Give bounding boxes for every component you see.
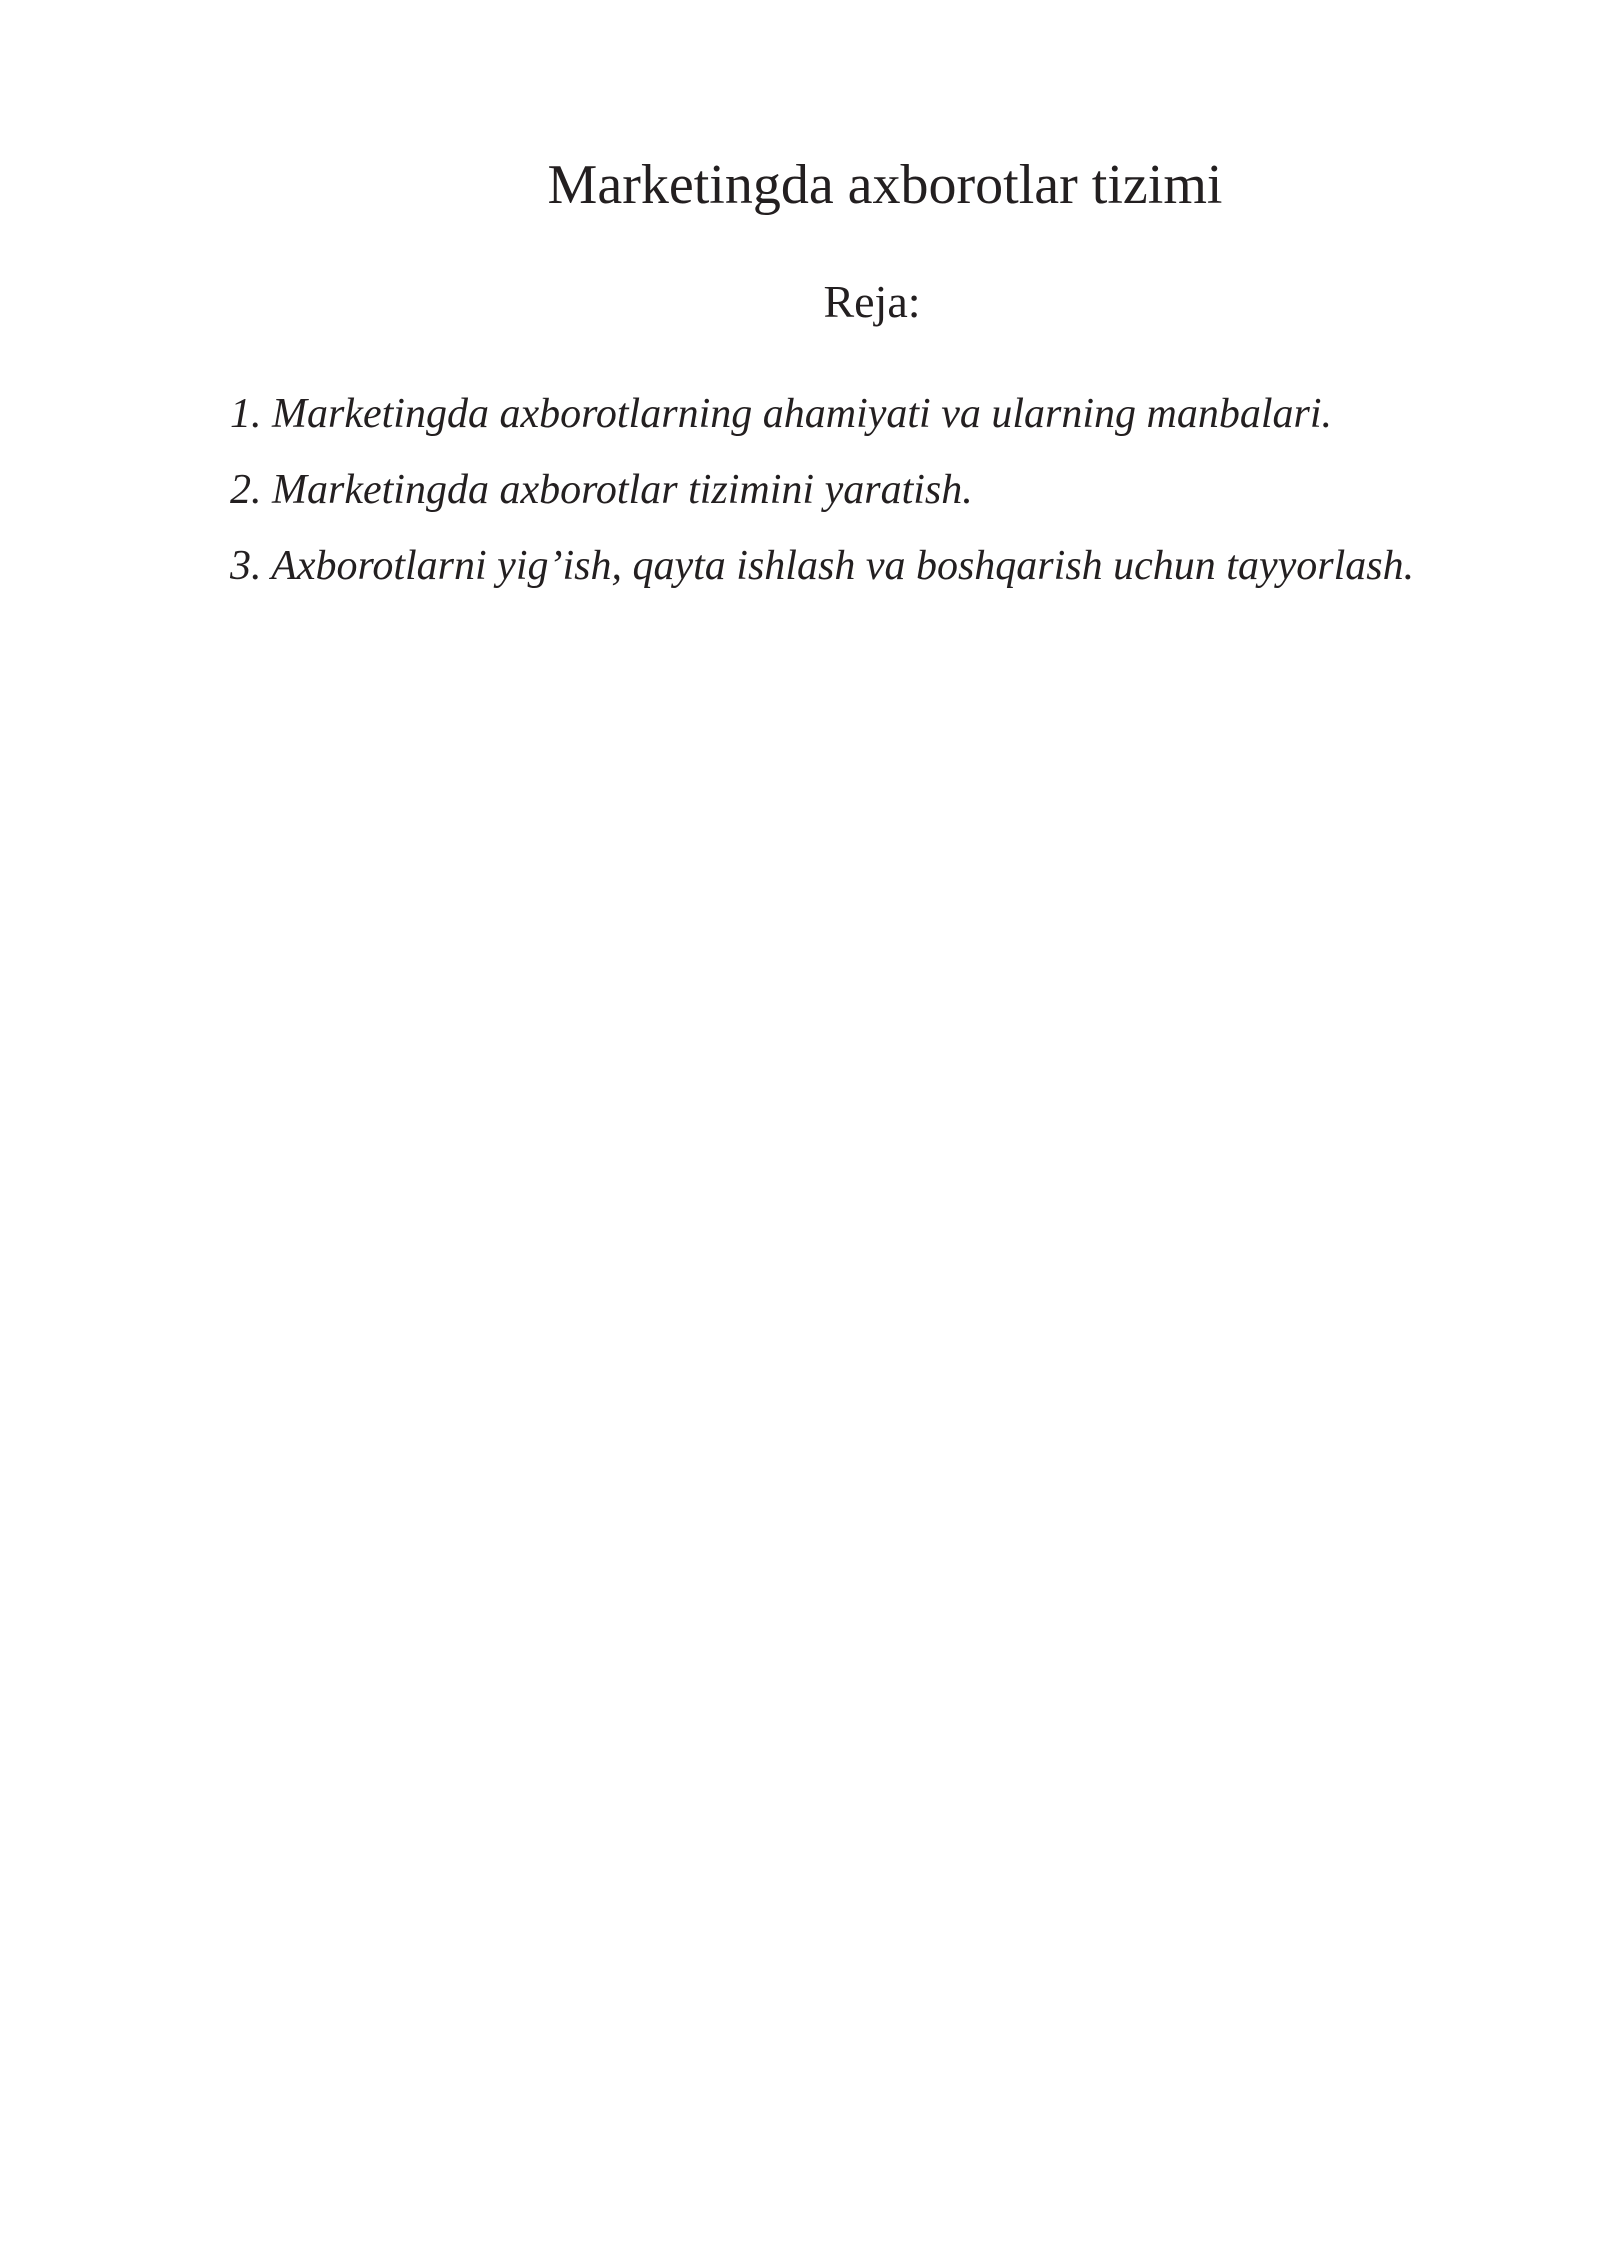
plan-item-1: 1. Marketingda axborotlarning ahamiyati va ularning manbalari. <box>230 391 1333 437</box>
plan-heading: Reja: <box>823 276 921 327</box>
plan-item-3: 3. Axborotlarni yig’ish, qayta ishlash va boshqarish uchun tayyorlash. <box>230 543 1415 589</box>
page-title: Marketingda axborotlar tizimi <box>547 154 1223 216</box>
plan-item-2: 2. Marketingda axborotlar tizimini yaratish. <box>230 467 973 513</box>
plan-list <box>230 376 1414 604</box>
